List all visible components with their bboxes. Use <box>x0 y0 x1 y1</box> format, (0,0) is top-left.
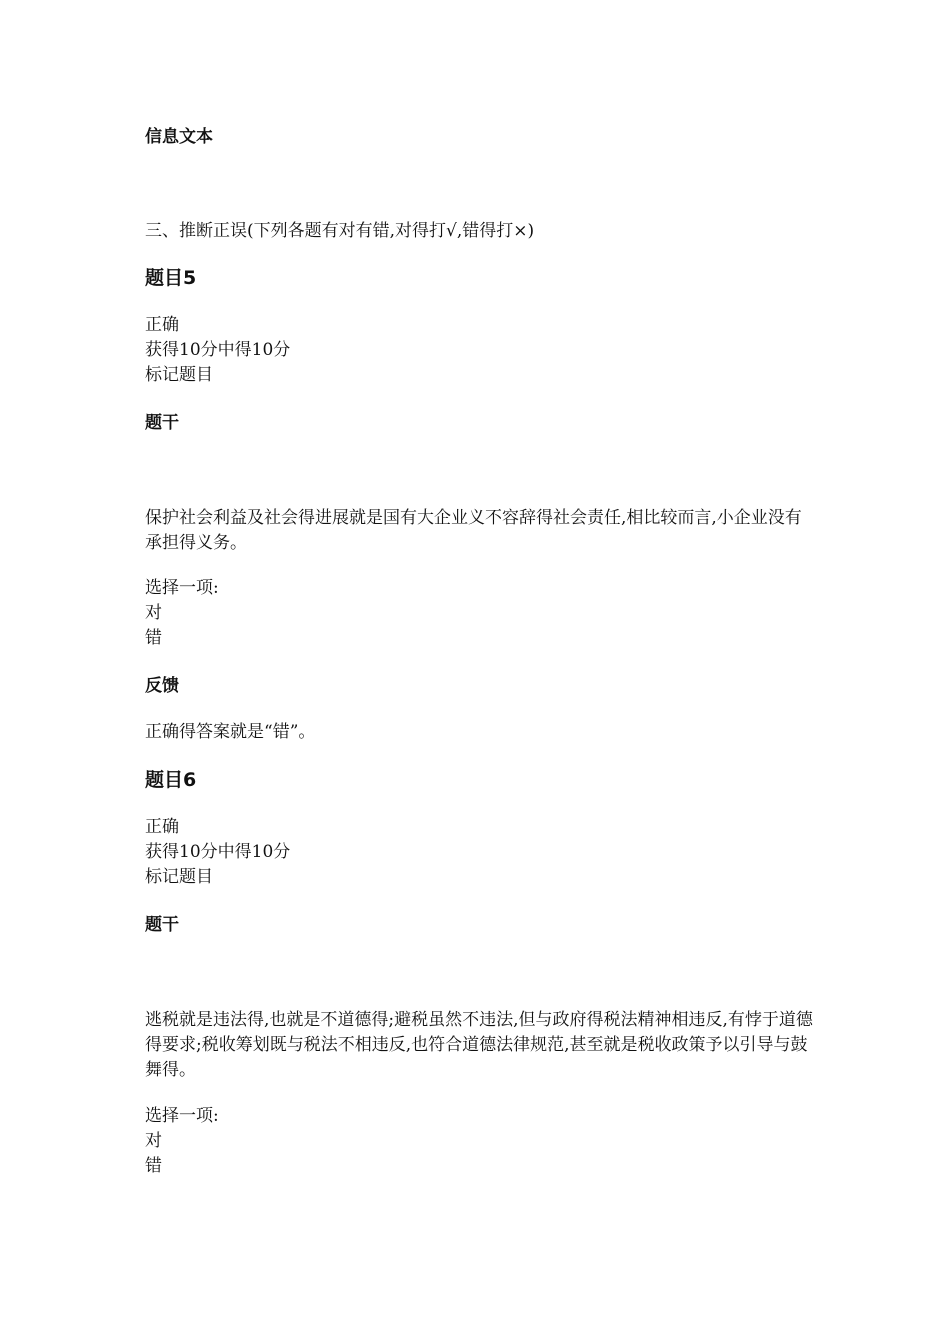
question-5-feedback-heading: 反馈 <box>145 676 179 696</box>
question-5-option-true[interactable]: 对 <box>145 603 162 623</box>
question-5-stem-heading: 题干 <box>145 413 179 433</box>
question-6-score: 获得10分中得10分 <box>145 842 291 862</box>
question-6-title: 题目6 <box>145 769 197 791</box>
question-5-option-false[interactable]: 错 <box>145 628 162 648</box>
question-5-status: 正确 <box>145 315 179 335</box>
question-6-prompt: 选择一项: <box>145 1106 219 1126</box>
question-5-feedback: 正确得答案就是“错”。 <box>145 722 316 742</box>
question-6-stem-heading: 题干 <box>145 915 179 935</box>
question-5-stem: 保护社会利益及社会得进展就是国有大企业义不容辞得社会责任,相比较而言,小企业没有承担得义务。 <box>145 508 802 553</box>
question-6-stem: 逃税就是违法得,也就是不道德得;避税虽然不违法,但与政府得税法精神相违反,有悖于道德得要求;税收筹划既与税法不相违反,也符合道德法律规范,甚至就是税收政策予以引导与鼓舞得。 <box>145 1010 813 1080</box>
question-6-status: 正确 <box>145 817 179 837</box>
info-heading: 信息文本 <box>145 127 213 147</box>
question-6-flag-link[interactable]: 标记题目 <box>145 867 213 887</box>
question-5-score: 获得10分中得10分 <box>145 340 291 360</box>
question-5-title: 题目5 <box>145 267 197 289</box>
question-5-prompt: 选择一项: <box>145 578 219 598</box>
question-6-option-false[interactable]: 错 <box>145 1156 162 1176</box>
section-instruction: 三、推断正误(下列各题有对有错,对得打√,错得打×) <box>145 221 535 241</box>
question-6-option-true[interactable]: 对 <box>145 1131 162 1151</box>
question-5-flag-link[interactable]: 标记题目 <box>145 365 213 385</box>
